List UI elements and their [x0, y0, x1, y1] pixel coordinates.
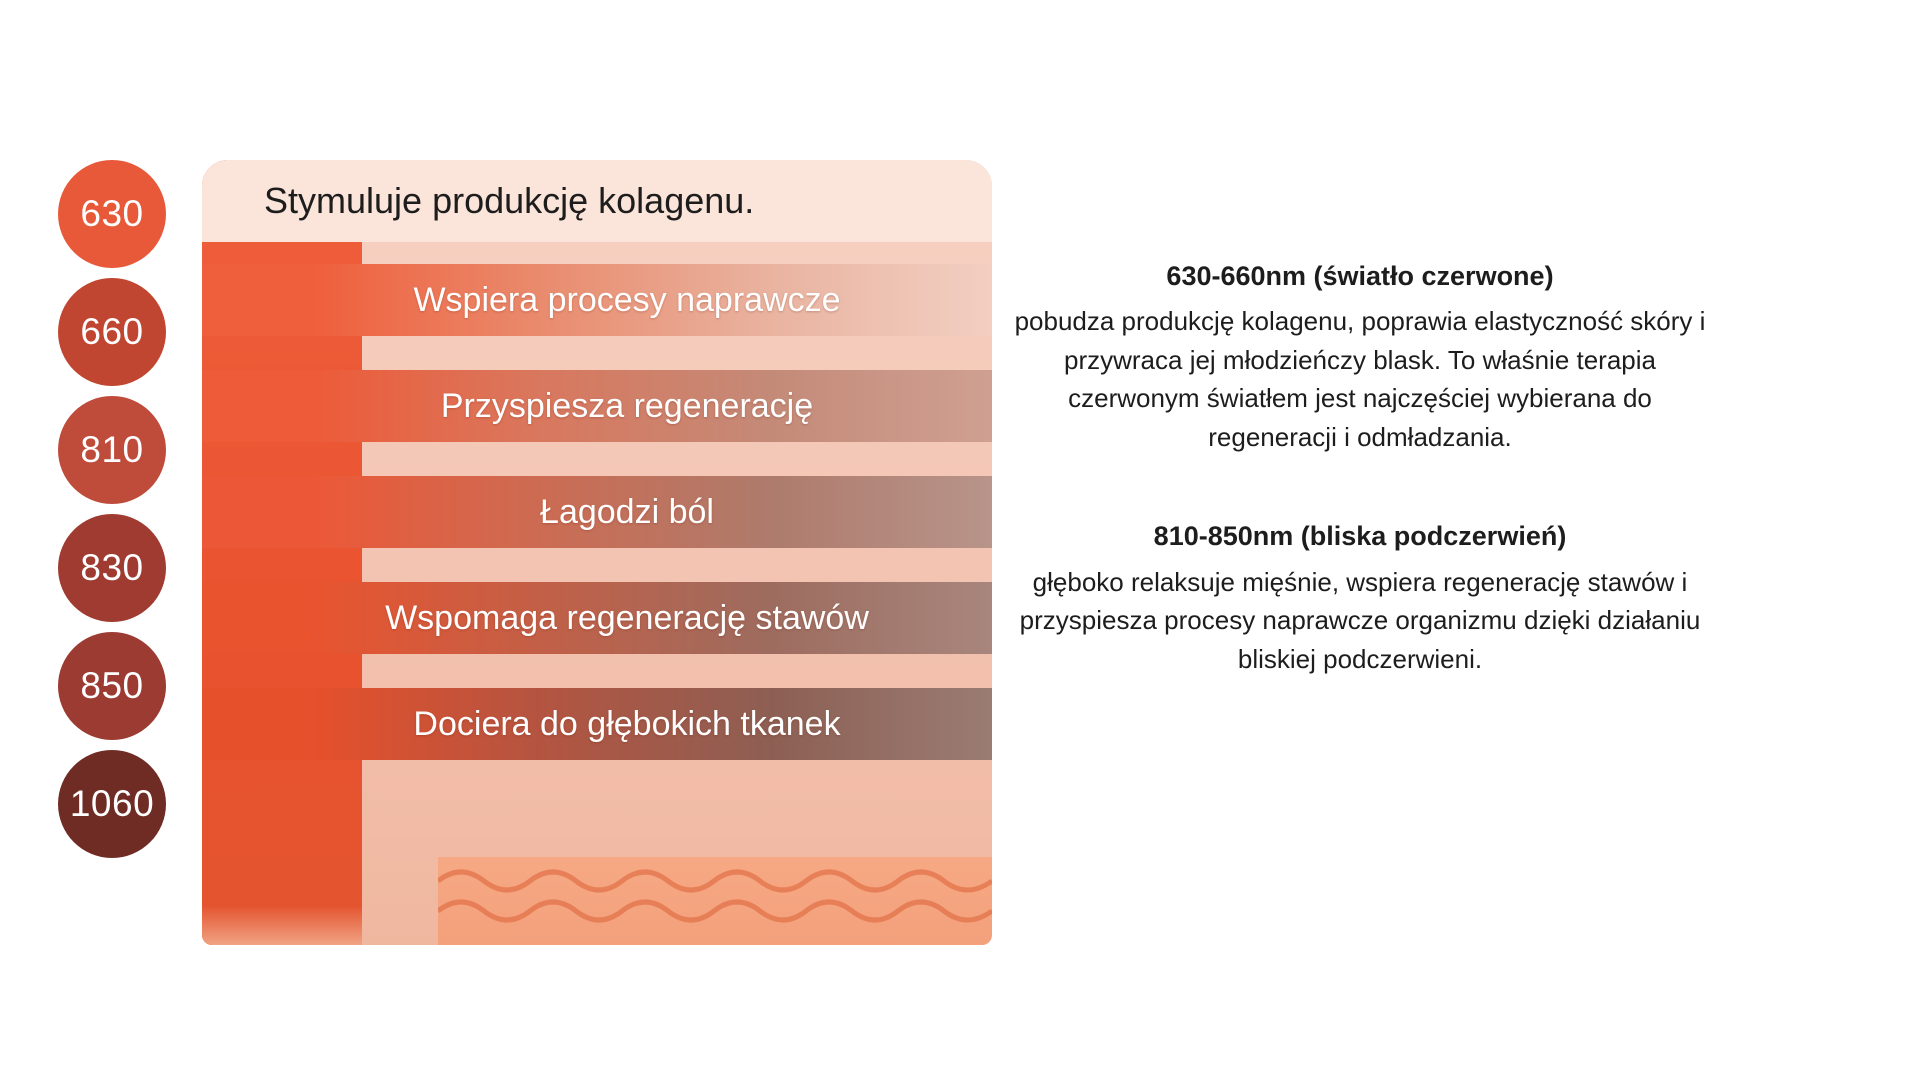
beam-panel	[202, 160, 992, 945]
light-therapy-diagram	[52, 160, 992, 945]
description-heading: 630-660nm (światło czerwone)	[1166, 261, 1554, 291]
wavelength-bubble	[58, 396, 166, 504]
beam-row	[202, 582, 992, 654]
wavelength-value: 630	[80, 193, 144, 234]
wavelength-bubble	[58, 632, 166, 740]
beam-row	[202, 370, 992, 442]
beam-label: Wspiera procesy naprawcze	[413, 280, 841, 319]
beam-row	[202, 264, 992, 336]
tissue-layer	[438, 857, 992, 945]
beam-label: Dociera do głębokich tkanek	[413, 704, 841, 743]
beam-row	[202, 688, 992, 760]
wavelength-value: 850	[80, 665, 144, 706]
wavelength-value: 1060	[69, 783, 155, 824]
wavelength-value: 810	[80, 429, 144, 470]
panel-title: Stymuluje produkcję kolagenu.	[264, 180, 755, 221]
wavelength-bubble	[58, 750, 166, 858]
description-body: głęboko relaksuje mięśnie, wspiera regenerację stawów i przyspiesza procesy naprawcze organizmu dzięki działaniu bliskiej podczerwieni.	[1019, 566, 1701, 674]
wavelength-value: 830	[80, 547, 144, 588]
wavelength-value: 660	[80, 311, 144, 352]
beam-label: Wspomaga regenerację stawów	[385, 598, 869, 637]
panel-header	[202, 160, 992, 242]
spine-bottom-cap	[202, 857, 362, 945]
wavelength-bubble	[58, 514, 166, 622]
beam-label: Łagodzi ból	[540, 492, 714, 531]
tissue-wave-icon	[438, 857, 992, 945]
beam-label: Przyspiesza regenerację	[440, 386, 814, 425]
wavelength-bubble-column	[52, 160, 177, 945]
wavelength-bubble	[58, 160, 166, 268]
description-column	[1010, 258, 1710, 678]
description-heading: 810-850nm (bliska podczerwień)	[1153, 521, 1567, 552]
description-body: pobudza produkcję kolagenu, poprawia elastyczność skóry i przywraca jej młodzieńczy blask. To właśnie terapia czerwonym światłem jest najczęściej wybierana do regeneracji i odmładzania.	[1014, 306, 1706, 452]
beam-row	[202, 476, 992, 548]
wavelength-bubble	[58, 278, 166, 386]
section-divider	[1010, 456, 1710, 518]
